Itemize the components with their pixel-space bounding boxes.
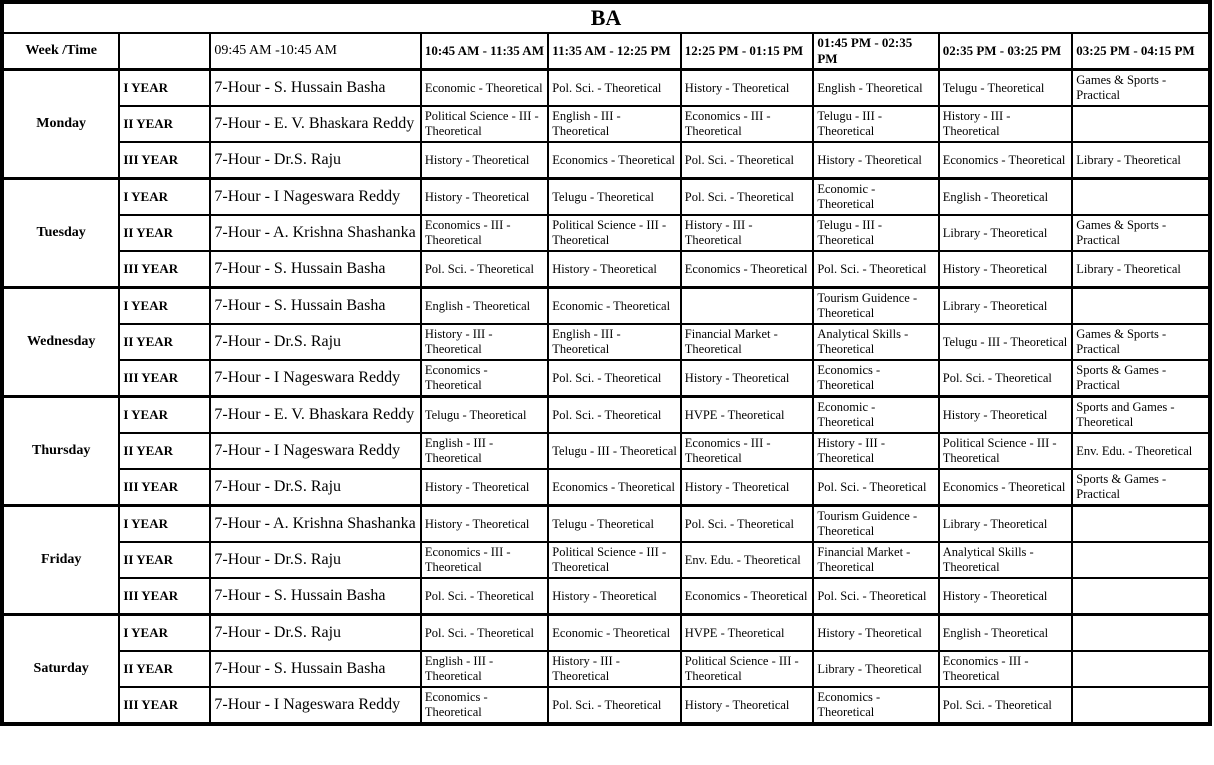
subject-cell bbox=[1072, 651, 1210, 687]
year-label: II YEAR bbox=[119, 106, 210, 142]
timetable-body bbox=[2, 70, 1210, 725]
subject-cell: Economics - Theoretical bbox=[813, 360, 938, 397]
timetable-row bbox=[2, 615, 1210, 652]
subject-cell: Pol. Sci. - Theoretical bbox=[548, 397, 681, 434]
first-period-cell: 7-Hour - Dr.S. Raju bbox=[210, 615, 420, 652]
subject-cell: Economic - Theoretical bbox=[813, 179, 938, 216]
first-period-cell: 7-Hour - S. Hussain Basha bbox=[210, 288, 420, 325]
subject-cell: History - Theoretical bbox=[939, 397, 1073, 434]
timetable-row bbox=[2, 687, 1210, 724]
subject-cell bbox=[1072, 179, 1210, 216]
subject-cell: Pol. Sci. - Theoretical bbox=[421, 615, 548, 652]
timetable-row bbox=[2, 251, 1210, 288]
first-period-cell: 7-Hour - E. V. Bhaskara Reddy bbox=[210, 106, 420, 142]
first-period-cell: 7-Hour - Dr.S. Raju bbox=[210, 542, 420, 578]
first-period-cell: 7-Hour - I Nageswara Reddy bbox=[210, 687, 420, 724]
subject-cell: Library - Theoretical bbox=[939, 506, 1073, 543]
subject-cell: Library - Theoretical bbox=[813, 651, 938, 687]
year-label: II YEAR bbox=[119, 215, 210, 251]
subject-cell: English - III - Theoretical bbox=[421, 433, 548, 469]
timetable-row bbox=[2, 469, 1210, 506]
subject-cell: History - Theoretical bbox=[681, 687, 814, 724]
time-slot-header-2: 11:35 AM - 12:25 PM bbox=[548, 33, 681, 70]
subject-cell: Sports & Games - Practical bbox=[1072, 469, 1210, 506]
subject-cell bbox=[681, 288, 814, 325]
year-label: I YEAR bbox=[119, 397, 210, 434]
header-row bbox=[2, 33, 1210, 70]
subject-cell bbox=[1072, 106, 1210, 142]
subject-cell: Pol. Sci. - Theoretical bbox=[681, 506, 814, 543]
time-slot-header-5: 02:35 PM - 03:25 PM bbox=[939, 33, 1073, 70]
year-label: III YEAR bbox=[119, 251, 210, 288]
subject-cell: Telugu - Theoretical bbox=[421, 397, 548, 434]
first-period-cell: 7-Hour - I Nageswara Reddy bbox=[210, 433, 420, 469]
time-slot-header-1: 10:45 AM - 11:35 AM bbox=[421, 33, 548, 70]
year-label: I YEAR bbox=[119, 288, 210, 325]
subject-cell: History - III - Theoretical bbox=[681, 215, 814, 251]
subject-cell: History - Theoretical bbox=[421, 142, 548, 179]
subject-cell: Games & Sports - Practical bbox=[1072, 215, 1210, 251]
first-period-cell: 7-Hour - A. Krishna Shashanka bbox=[210, 506, 420, 543]
timetable-row bbox=[2, 142, 1210, 179]
subject-cell: Telugu - III - Theoretical bbox=[813, 215, 938, 251]
timetable-row bbox=[2, 215, 1210, 251]
day-label-saturday: Saturday bbox=[2, 615, 119, 725]
year-label: III YEAR bbox=[119, 142, 210, 179]
timetable-row bbox=[2, 397, 1210, 434]
subject-cell: Economics - III - Theoretical bbox=[939, 651, 1073, 687]
subject-cell: HVPE - Theoretical bbox=[681, 397, 814, 434]
subject-cell: History - Theoretical bbox=[681, 70, 814, 107]
subject-cell: Sports & Games - Practical bbox=[1072, 360, 1210, 397]
subject-cell: Library - Theoretical bbox=[1072, 251, 1210, 288]
subject-cell: English - Theoretical bbox=[939, 615, 1073, 652]
subject-cell bbox=[1072, 288, 1210, 325]
subject-cell: Economic - Theoretical bbox=[548, 615, 681, 652]
subject-cell: History - III - Theoretical bbox=[548, 651, 681, 687]
subject-cell: Pol. Sci. - Theoretical bbox=[548, 70, 681, 107]
year-label: I YEAR bbox=[119, 615, 210, 652]
subject-cell: Economics - Theoretical bbox=[939, 142, 1073, 179]
subject-cell: Political Science - III - Theoretical bbox=[421, 106, 548, 142]
timetable-row bbox=[2, 506, 1210, 543]
subject-cell: Library - Theoretical bbox=[1072, 142, 1210, 179]
subject-cell: Tourism Guidence - Theoretical bbox=[813, 288, 938, 325]
timetable-row bbox=[2, 433, 1210, 469]
year-label: II YEAR bbox=[119, 433, 210, 469]
timetable-row bbox=[2, 70, 1210, 107]
subject-cell: Financial Market - Theoretical bbox=[813, 542, 938, 578]
subject-cell: Tourism Guidence - Theoretical bbox=[813, 506, 938, 543]
subject-cell: Economics - Theoretical bbox=[421, 687, 548, 724]
subject-cell bbox=[1072, 506, 1210, 543]
day-label-thursday: Thursday bbox=[2, 397, 119, 506]
year-label: II YEAR bbox=[119, 651, 210, 687]
subject-cell: Pol. Sci. - Theoretical bbox=[548, 360, 681, 397]
title-row bbox=[2, 2, 1210, 33]
year-label: III YEAR bbox=[119, 469, 210, 506]
subject-cell: History - Theoretical bbox=[421, 506, 548, 543]
timetable-row bbox=[2, 288, 1210, 325]
year-label: I YEAR bbox=[119, 506, 210, 543]
year-label: III YEAR bbox=[119, 687, 210, 724]
subject-cell: Env. Edu. - Theoretical bbox=[1072, 433, 1210, 469]
timetable-row bbox=[2, 360, 1210, 397]
subject-cell: Economic - Theoretical bbox=[421, 70, 548, 107]
timetable-row bbox=[2, 106, 1210, 142]
subject-cell: Economics - Theoretical bbox=[421, 360, 548, 397]
subject-cell: History - III - Theoretical bbox=[813, 433, 938, 469]
day-label-tuesday: Tuesday bbox=[2, 179, 119, 288]
subject-cell: English - Theoretical bbox=[421, 288, 548, 325]
first-period-cell: 7-Hour - E. V. Bhaskara Reddy bbox=[210, 397, 420, 434]
timetable-row bbox=[2, 651, 1210, 687]
subject-cell bbox=[1072, 687, 1210, 724]
year-label: III YEAR bbox=[119, 578, 210, 615]
first-period-cell: 7-Hour - Dr.S. Raju bbox=[210, 324, 420, 360]
subject-cell: Economics - III - Theoretical bbox=[681, 433, 814, 469]
year-label: I YEAR bbox=[119, 179, 210, 216]
first-period-cell: 7-Hour - I Nageswara Reddy bbox=[210, 179, 420, 216]
subject-cell: English - III - Theoretical bbox=[421, 651, 548, 687]
timetable-row bbox=[2, 578, 1210, 615]
subject-cell: History - Theoretical bbox=[813, 142, 938, 179]
subject-cell: Political Science - III - Theoretical bbox=[681, 651, 814, 687]
subject-cell: Political Science - III - Theoretical bbox=[548, 542, 681, 578]
subject-cell: History - Theoretical bbox=[681, 469, 814, 506]
subject-cell: History - III - Theoretical bbox=[939, 106, 1073, 142]
subject-cell: Economics - III - Theoretical bbox=[681, 106, 814, 142]
subject-cell: History - Theoretical bbox=[548, 251, 681, 288]
subject-cell: Economics - Theoretical bbox=[548, 469, 681, 506]
subject-cell: Pol. Sci. - Theoretical bbox=[813, 251, 938, 288]
subject-cell: Telugu - III - Theoretical bbox=[939, 324, 1073, 360]
subject-cell: Telugu - Theoretical bbox=[548, 179, 681, 216]
subject-cell: Pol. Sci. - Theoretical bbox=[813, 469, 938, 506]
subject-cell: Economics - Theoretical bbox=[548, 142, 681, 179]
subject-cell: Analytical Skills - Theoretical bbox=[813, 324, 938, 360]
first-period-cell: 7-Hour - S. Hussain Basha bbox=[210, 651, 420, 687]
subject-cell: History - Theoretical bbox=[421, 469, 548, 506]
year-label: III YEAR bbox=[119, 360, 210, 397]
subject-cell bbox=[1072, 578, 1210, 615]
subject-cell: Economics - Theoretical bbox=[681, 578, 814, 615]
subject-cell: Pol. Sci. - Theoretical bbox=[939, 687, 1073, 724]
time-slot-header-0: 09:45 AM -10:45 AM bbox=[210, 33, 420, 70]
subject-cell: Telugu - III - Theoretical bbox=[813, 106, 938, 142]
subject-cell: English - Theoretical bbox=[813, 70, 938, 107]
subject-cell: Economics - Theoretical bbox=[939, 469, 1073, 506]
header-empty-cell bbox=[119, 33, 210, 70]
day-label-wednesday: Wednesday bbox=[2, 288, 119, 397]
day-label-friday: Friday bbox=[2, 506, 119, 615]
first-period-cell: 7-Hour - S. Hussain Basha bbox=[210, 70, 420, 107]
subject-cell: Pol. Sci. - Theoretical bbox=[681, 142, 814, 179]
subject-cell: Economic - Theoretical bbox=[548, 288, 681, 325]
subject-cell: English - III - Theoretical bbox=[548, 106, 681, 142]
first-period-cell: 7-Hour - Dr.S. Raju bbox=[210, 469, 420, 506]
year-label: II YEAR bbox=[119, 542, 210, 578]
subject-cell: English - Theoretical bbox=[939, 179, 1073, 216]
week-time-header: Week /Time bbox=[2, 33, 119, 70]
timetable-row bbox=[2, 324, 1210, 360]
subject-cell: Analytical Skills - Theoretical bbox=[939, 542, 1073, 578]
subject-cell: Political Science - III - Theoretical bbox=[548, 215, 681, 251]
subject-cell: Economics - Theoretical bbox=[681, 251, 814, 288]
subject-cell: English - III - Theoretical bbox=[548, 324, 681, 360]
first-period-cell: 7-Hour - A. Krishna Shashanka bbox=[210, 215, 420, 251]
subject-cell: Pol. Sci. - Theoretical bbox=[421, 578, 548, 615]
subject-cell: Library - Theoretical bbox=[939, 215, 1073, 251]
subject-cell: Financial Market - Theoretical bbox=[681, 324, 814, 360]
subject-cell bbox=[1072, 542, 1210, 578]
subject-cell: Pol. Sci. - Theoretical bbox=[548, 687, 681, 724]
subject-cell: Telugu - III - Theoretical bbox=[548, 433, 681, 469]
subject-cell bbox=[1072, 615, 1210, 652]
subject-cell: HVPE - Theoretical bbox=[681, 615, 814, 652]
year-label: I YEAR bbox=[119, 70, 210, 107]
subject-cell: Games & Sports - Practical bbox=[1072, 70, 1210, 107]
subject-cell: Political Science - III - Theoretical bbox=[939, 433, 1073, 469]
time-slot-header-6: 03:25 PM - 04:15 PM bbox=[1072, 33, 1210, 70]
subject-cell: Pol. Sci. - Theoretical bbox=[813, 578, 938, 615]
subject-cell: Pol. Sci. - Theoretical bbox=[939, 360, 1073, 397]
subject-cell: History - Theoretical bbox=[548, 578, 681, 615]
year-label: II YEAR bbox=[119, 324, 210, 360]
subject-cell: History - Theoretical bbox=[813, 615, 938, 652]
page-title: BA bbox=[2, 2, 1210, 33]
first-period-cell: 7-Hour - Dr.S. Raju bbox=[210, 142, 420, 179]
subject-cell: Library - Theoretical bbox=[939, 288, 1073, 325]
subject-cell: Economics - Theoretical bbox=[813, 687, 938, 724]
subject-cell: Pol. Sci. - Theoretical bbox=[421, 251, 548, 288]
first-period-cell: 7-Hour - I Nageswara Reddy bbox=[210, 360, 420, 397]
subject-cell: Economics - III - Theoretical bbox=[421, 542, 548, 578]
subject-cell: History - Theoretical bbox=[421, 179, 548, 216]
day-label-monday: Monday bbox=[2, 70, 119, 179]
timetable-row bbox=[2, 542, 1210, 578]
time-slot-header-3: 12:25 PM - 01:15 PM bbox=[681, 33, 814, 70]
subject-cell: History - Theoretical bbox=[681, 360, 814, 397]
subject-cell: Telugu - Theoretical bbox=[939, 70, 1073, 107]
timetable-row bbox=[2, 179, 1210, 216]
subject-cell: Sports and Games - Theoretical bbox=[1072, 397, 1210, 434]
subject-cell: Pol. Sci. - Theoretical bbox=[681, 179, 814, 216]
subject-cell: Telugu - Theoretical bbox=[548, 506, 681, 543]
subject-cell: Games & Sports - Practical bbox=[1072, 324, 1210, 360]
first-period-cell: 7-Hour - S. Hussain Basha bbox=[210, 578, 420, 615]
subject-cell: History - III - Theoretical bbox=[421, 324, 548, 360]
subject-cell: Economics - III - Theoretical bbox=[421, 215, 548, 251]
subject-cell: Economic - Theoretical bbox=[813, 397, 938, 434]
time-slot-header-4: 01:45 PM - 02:35 PM bbox=[813, 33, 938, 70]
subject-cell: History - Theoretical bbox=[939, 578, 1073, 615]
subject-cell: History - Theoretical bbox=[939, 251, 1073, 288]
first-period-cell: 7-Hour - S. Hussain Basha bbox=[210, 251, 420, 288]
subject-cell: Env. Edu. - Theoretical bbox=[681, 542, 814, 578]
